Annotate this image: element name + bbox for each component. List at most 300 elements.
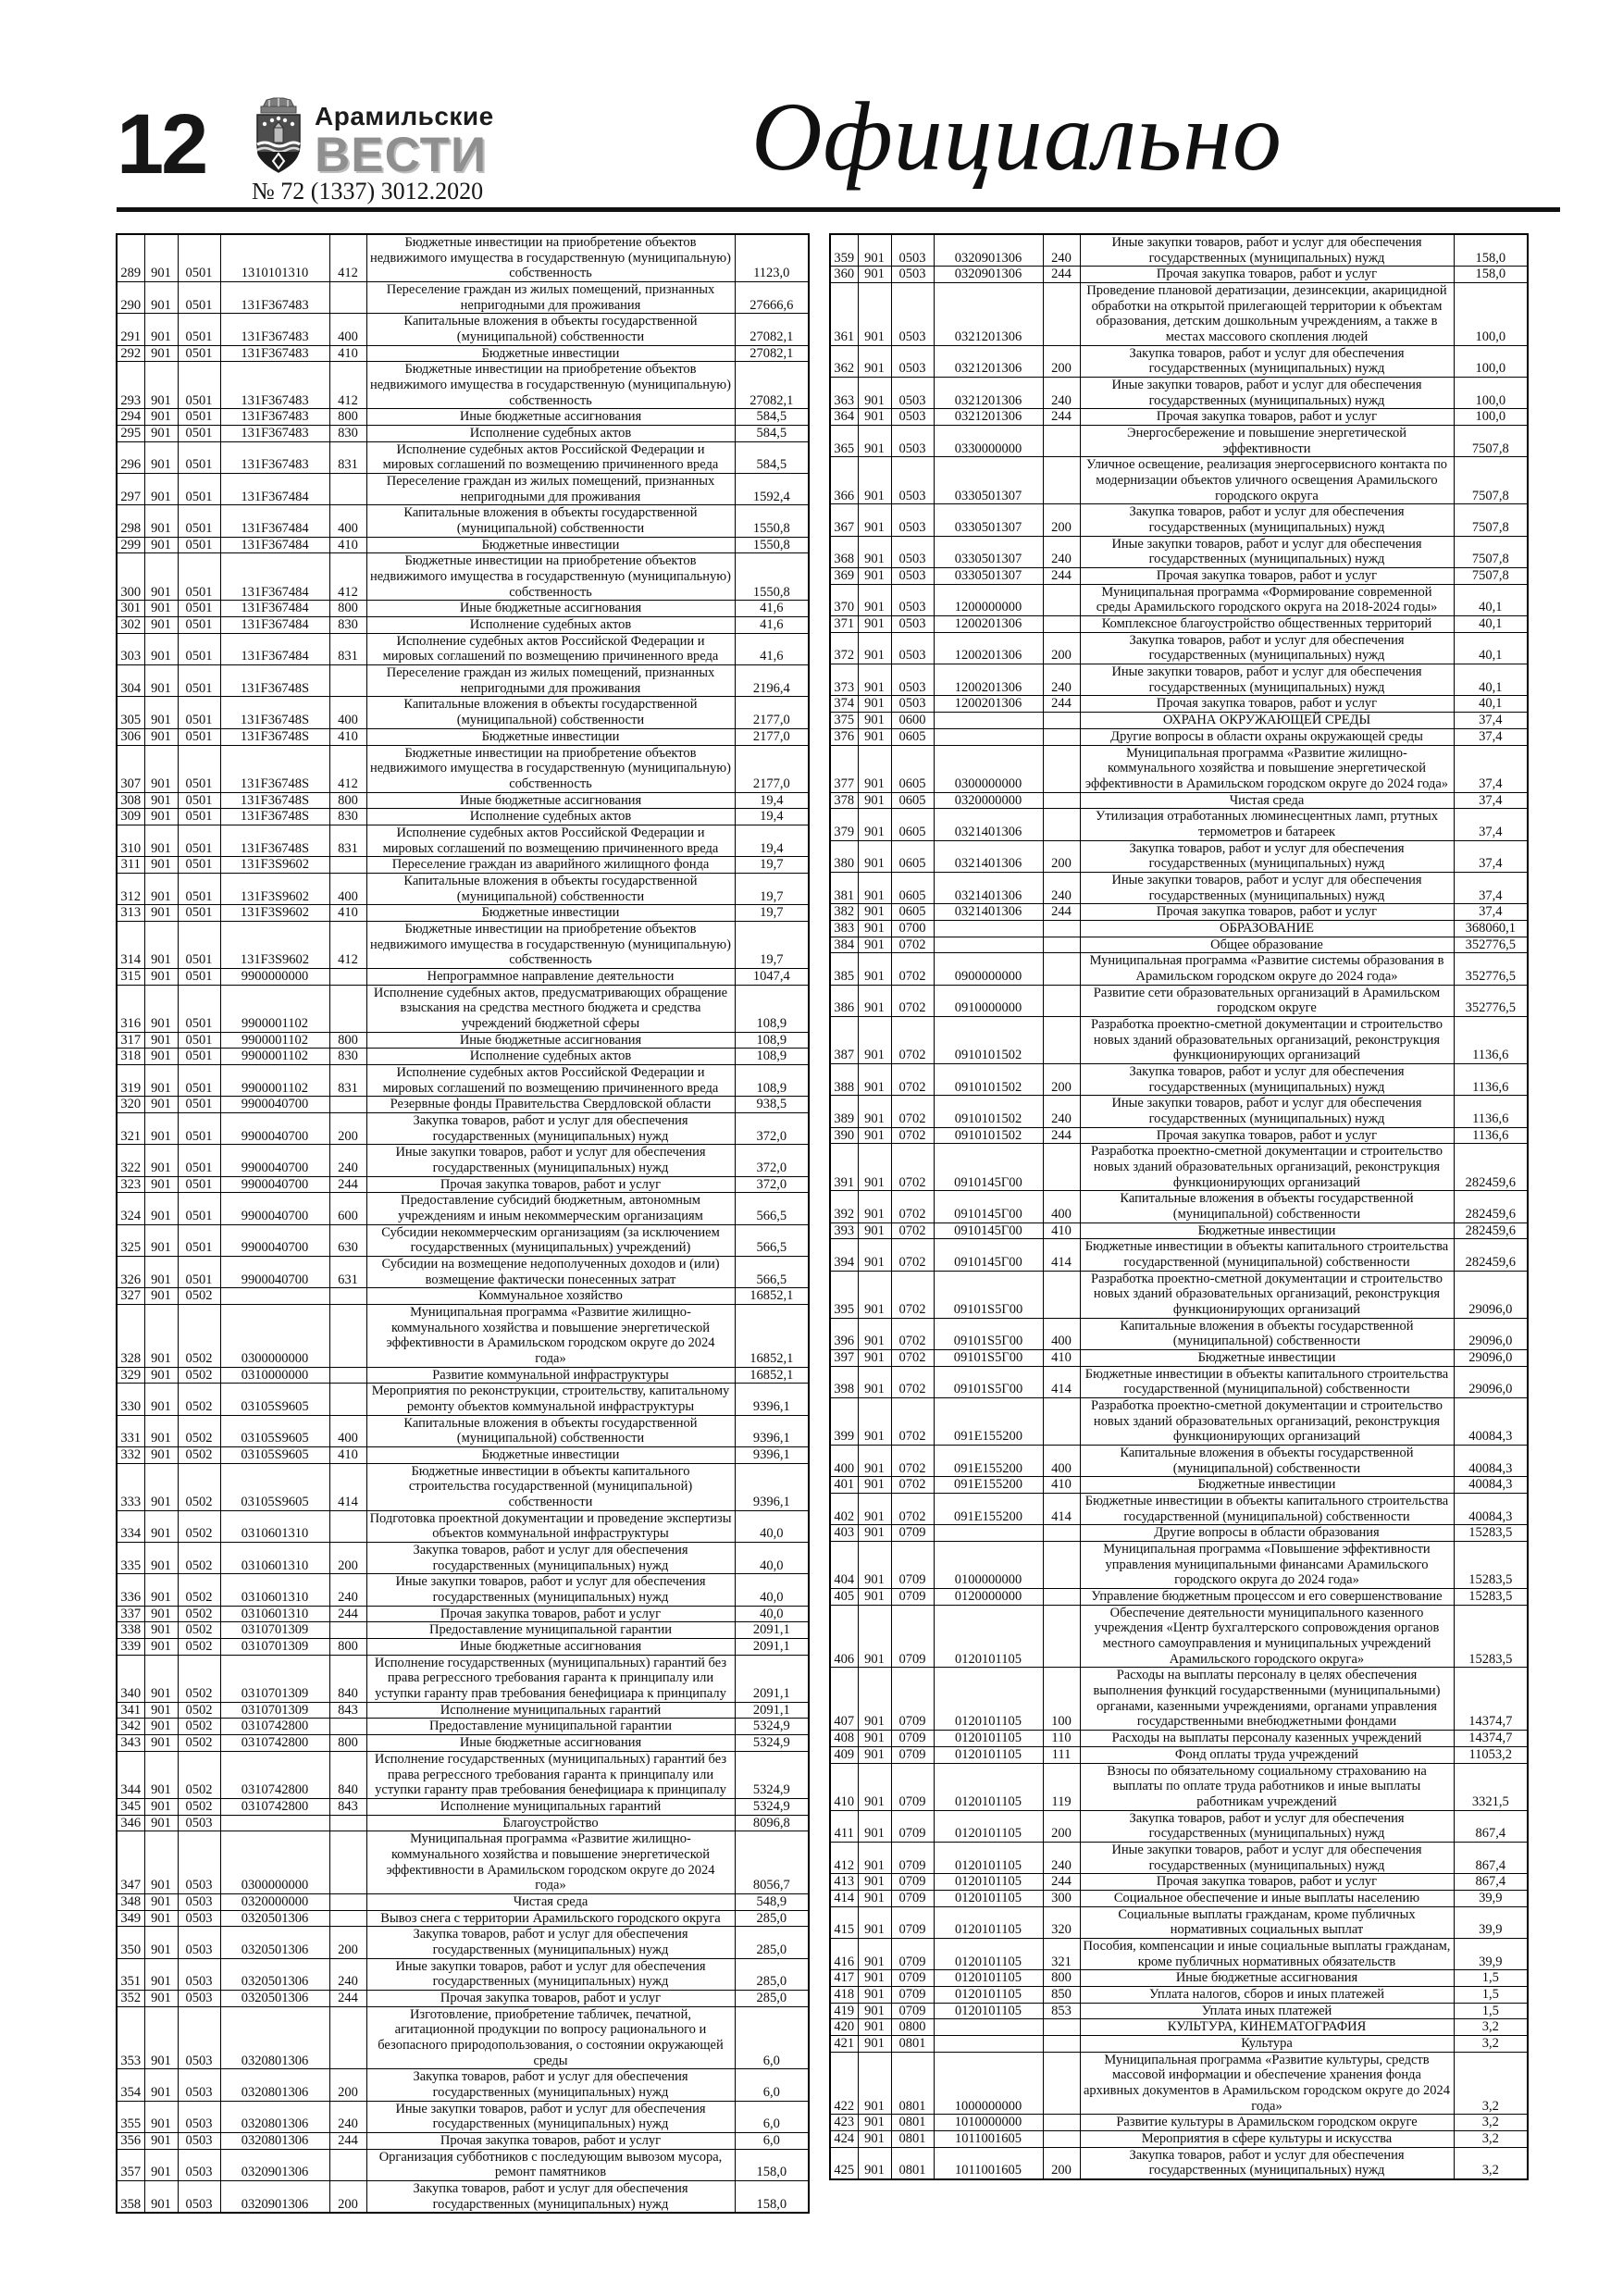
table-row xyxy=(830,953,1528,985)
expense-type-cell: 200 xyxy=(1043,1810,1080,1842)
amount-cell: 372,0 xyxy=(735,1112,809,1144)
row-number-cell: 299 xyxy=(117,537,144,553)
expense-type-cell: 240 xyxy=(1043,234,1080,267)
grbs-code-cell: 901 xyxy=(144,905,178,922)
expense-type-cell xyxy=(329,1367,366,1384)
target-article-cell: 1200201306 xyxy=(934,616,1043,633)
amount-cell: 9396,1 xyxy=(735,1447,809,1464)
grbs-code-cell: 901 xyxy=(858,1763,891,1810)
section-code-cell: 0501 xyxy=(178,873,220,904)
expense-type-cell xyxy=(1043,728,1080,745)
amount-cell: 11053,2 xyxy=(1454,1746,1528,1763)
amount-cell: 158,0 xyxy=(735,2149,809,2180)
target-article-cell: 0310701309 xyxy=(220,1655,329,1702)
row-number-cell: 419 xyxy=(830,2003,858,2019)
row-number-cell: 404 xyxy=(830,1542,858,1589)
table-row xyxy=(117,809,809,825)
section-code-cell: 0709 xyxy=(891,1763,934,1810)
target-article-cell: 1011001605 xyxy=(934,2130,1043,2147)
table-row xyxy=(117,1927,809,1958)
description-cell: Иные закупки товаров, работ и услуг для обеспечения государственных (муниципальных) нужд xyxy=(1080,1842,1454,1873)
grbs-code-cell: 901 xyxy=(858,1668,891,1731)
amount-cell: 2091,1 xyxy=(735,1655,809,1702)
description-cell: Исполнение судебных актов, предусматривающих обращение взыскания на средства местного бюджета и средства учреждений бюджетной сферы xyxy=(366,985,735,1032)
row-number-cell: 321 xyxy=(117,1112,144,1144)
expense-type-cell: 119 xyxy=(1043,1763,1080,1810)
table-row xyxy=(117,409,809,426)
amount-cell: 352776,5 xyxy=(1454,985,1528,1016)
table-row xyxy=(117,1176,809,1193)
grbs-code-cell: 901 xyxy=(144,1510,178,1542)
grbs-code-cell: 901 xyxy=(858,1874,891,1891)
description-cell: Другие вопросы в области образования xyxy=(1080,1525,1454,1542)
section-code-cell: 0709 xyxy=(891,1906,934,1938)
section-code-cell: 0801 xyxy=(891,2147,934,2179)
grbs-code-cell: 901 xyxy=(858,1605,891,1668)
target-article-cell xyxy=(934,728,1043,745)
grbs-code-cell: 901 xyxy=(858,1938,891,1969)
table-row xyxy=(117,2180,809,2213)
target-article-cell: 0120101105 xyxy=(934,1746,1043,1763)
section-code-cell: 0709 xyxy=(891,1525,934,1542)
table-row xyxy=(830,1906,1528,1938)
target-article-cell: 9900040700 xyxy=(220,1097,329,1113)
row-number-cell: 387 xyxy=(830,1016,858,1063)
section-code-cell: 0501 xyxy=(178,345,220,362)
description-cell: Закупка товаров, работ и услуг для обеспечения государственных (муниципальных) нужд xyxy=(366,1112,735,1144)
amount-cell: 158,0 xyxy=(735,2180,809,2213)
section-code-cell: 0709 xyxy=(891,1746,934,1763)
target-article-cell: 9900040700 xyxy=(220,1112,329,1144)
amount-cell: 2091,1 xyxy=(735,1702,809,1719)
table-row xyxy=(830,1063,1528,1095)
section-code-cell: 0502 xyxy=(178,1798,220,1815)
section-code-cell: 0702 xyxy=(891,1446,934,1477)
description-cell: Переселение граждан из жилых помещений, признанных непригодными для проживания xyxy=(366,665,735,697)
description-cell: Прочая закупка товаров, работ и услуг xyxy=(1080,904,1454,921)
amount-cell: 1592,4 xyxy=(735,474,809,505)
grbs-code-cell: 901 xyxy=(144,1064,178,1096)
section-code-cell: 0709 xyxy=(891,1810,934,1842)
row-number-cell: 332 xyxy=(117,1447,144,1464)
expense-type-cell xyxy=(1043,1271,1080,1318)
target-article-cell: 0310601310 xyxy=(220,1543,329,1574)
grbs-code-cell: 901 xyxy=(144,282,178,314)
row-number-cell: 348 xyxy=(117,1893,144,1910)
table-row xyxy=(830,283,1528,346)
amount-cell: 40084,3 xyxy=(1454,1494,1528,1525)
row-number-cell: 340 xyxy=(117,1655,144,1702)
grbs-code-cell: 901 xyxy=(858,504,891,536)
amount-cell: 40,1 xyxy=(1454,584,1528,615)
section-code-cell: 0709 xyxy=(891,1874,934,1891)
row-number-cell: 304 xyxy=(117,665,144,697)
section-code-cell: 0502 xyxy=(178,1384,220,1415)
target-article-cell xyxy=(934,2019,1043,2036)
target-article-cell: 0321201306 xyxy=(934,378,1043,409)
row-number-cell: 289 xyxy=(117,234,144,282)
section-code-cell: 0605 xyxy=(891,745,934,792)
table-row xyxy=(830,1810,1528,1842)
table-row xyxy=(830,664,1528,696)
amount-cell: 3,2 xyxy=(1454,2052,1528,2115)
target-article-cell: 0120101105 xyxy=(934,1906,1043,1938)
grbs-code-cell: 901 xyxy=(144,474,178,505)
table-row xyxy=(830,1890,1528,1906)
row-number-cell: 418 xyxy=(830,1986,858,2003)
target-article-cell: 1000000000 xyxy=(934,2052,1043,2115)
grbs-code-cell: 901 xyxy=(144,345,178,362)
grbs-code-cell: 901 xyxy=(144,1574,178,1606)
amount-cell: 3321,5 xyxy=(1454,1763,1528,1810)
section-code-cell: 0709 xyxy=(891,1605,934,1668)
amount-cell: 37,4 xyxy=(1454,728,1528,745)
grbs-code-cell: 901 xyxy=(858,1446,891,1477)
section-code-cell: 0702 xyxy=(891,1191,934,1222)
table-row xyxy=(830,1191,1528,1222)
table-row xyxy=(830,1477,1528,1494)
expense-type-cell: 840 xyxy=(329,1751,366,1798)
section-code-cell: 0702 xyxy=(891,1318,934,1349)
row-number-cell: 356 xyxy=(117,2132,144,2149)
expense-type-cell xyxy=(1043,745,1080,792)
description-cell: Капитальные вложения в объекты государственной (муниципальной) собственности xyxy=(366,1415,735,1446)
target-article-cell: 131F367483 xyxy=(220,314,329,345)
row-number-cell: 305 xyxy=(117,697,144,728)
amount-cell: 1136,6 xyxy=(1454,1127,1528,1144)
amount-cell: 9396,1 xyxy=(735,1415,809,1446)
amount-cell: 285,0 xyxy=(735,1910,809,1927)
target-article-cell: 0321401306 xyxy=(934,840,1043,872)
grbs-code-cell: 901 xyxy=(144,1702,178,1719)
table-row xyxy=(117,1655,809,1702)
section-code-cell: 0502 xyxy=(178,1305,220,1368)
description-cell: Расходы на выплаты персоналу казенных учреждений xyxy=(1080,1731,1454,1747)
grbs-code-cell: 901 xyxy=(858,920,891,937)
target-article-cell: 131F36748S xyxy=(220,665,329,697)
section-code-cell: 0501 xyxy=(178,441,220,473)
expense-type-cell: 244 xyxy=(1043,409,1080,426)
description-cell: Организация субботников с последующим вывозом мусора, ремонт памятников xyxy=(366,2149,735,2180)
table-row xyxy=(830,2052,1528,2115)
amount-cell: 7507,8 xyxy=(1454,426,1528,457)
amount-cell: 285,0 xyxy=(735,1927,809,1958)
amount-cell: 39,9 xyxy=(1454,1938,1528,1969)
grbs-code-cell: 901 xyxy=(144,921,178,968)
grbs-code-cell: 901 xyxy=(144,1257,178,1288)
grbs-code-cell: 901 xyxy=(144,1655,178,1702)
row-number-cell: 381 xyxy=(830,872,858,903)
description-cell: Разработка проектно-сметной документации и строительство новых зданий образовательных организаций, реконструкция функционирующих организаций xyxy=(1080,1016,1454,1063)
amount-cell: 15283,5 xyxy=(1454,1525,1528,1542)
expense-type-cell: 240 xyxy=(1043,1096,1080,1127)
description-cell: Закупка товаров, работ и услуг для обеспечения государственных (муниципальных) нужд xyxy=(366,1543,735,1574)
target-article-cell: 09101S5Г00 xyxy=(934,1271,1043,1318)
table-row xyxy=(117,1719,809,1735)
table-row xyxy=(830,267,1528,283)
expense-type-cell xyxy=(329,1719,366,1735)
section-code-cell: 0503 xyxy=(891,234,934,267)
amount-cell: 5324,9 xyxy=(735,1735,809,1752)
target-article-cell: 131F367484 xyxy=(220,601,329,617)
description-cell: Переселение граждан из жилых помещений, признанных непригодными для проживания xyxy=(366,282,735,314)
description-cell: Закупка товаров, работ и услуг для обеспечения государственных (муниципальных) нужд xyxy=(366,2069,735,2101)
description-cell: Обеспечение деятельности муниципального казенного учреждения «Центр бухгалтерского сопровождения органов местного самоуправления и муниципальных учреждений Арамильского городского округа» xyxy=(1080,1605,1454,1668)
section-code-cell: 0702 xyxy=(891,937,934,953)
target-article-cell: 0120101105 xyxy=(934,1970,1043,1987)
description-cell: Управление бюджетным процессом и его совершенствование xyxy=(1080,1589,1454,1606)
expense-type-cell xyxy=(329,1893,366,1910)
description-cell: Бюджетные инвестиции на приобретение объектов недвижимого имущества в государственную (муниципальную) собственность xyxy=(366,553,735,601)
description-cell: Закупка товаров, работ и услуг для обеспечения государственных (муниципальных) нужд xyxy=(1080,345,1454,377)
expense-type-cell xyxy=(1043,792,1080,809)
grbs-code-cell: 901 xyxy=(144,809,178,825)
grbs-code-cell: 901 xyxy=(858,1477,891,1494)
table-row xyxy=(830,745,1528,792)
grbs-code-cell: 901 xyxy=(858,1144,891,1191)
section-code-cell: 0503 xyxy=(891,426,934,457)
section-code-cell: 0502 xyxy=(178,1367,220,1384)
amount-cell: 41,6 xyxy=(735,601,809,617)
table-row xyxy=(830,696,1528,713)
amount-cell: 8056,7 xyxy=(735,1831,809,1894)
target-article-cell: 0120101105 xyxy=(934,1986,1043,2003)
expense-type-cell xyxy=(329,282,366,314)
section-code-cell: 0801 xyxy=(891,2130,934,2147)
target-article-cell: 1200000000 xyxy=(934,584,1043,615)
grbs-code-cell: 901 xyxy=(144,2069,178,2101)
row-number-cell: 324 xyxy=(117,1193,144,1224)
section-code-cell: 0503 xyxy=(178,2149,220,2180)
description-cell: Муниципальная программа «Формирование современной среды Арамильского городского округа на 2018-2024 годы» xyxy=(1080,584,1454,615)
table-row xyxy=(117,1893,809,1910)
expense-type-cell: 412 xyxy=(329,921,366,968)
target-article-cell: 131F3S9602 xyxy=(220,921,329,968)
description-cell: Предоставление муниципальной гарантии xyxy=(366,1622,735,1639)
table-row xyxy=(117,1145,809,1176)
table-row xyxy=(117,2132,809,2149)
description-cell: Закупка товаров, работ и услуг для обеспечения государственных (муниципальных) нужд xyxy=(1080,2147,1454,2179)
description-cell: Предоставление муниципальной гарантии xyxy=(366,1719,735,1735)
grbs-code-cell: 901 xyxy=(144,825,178,856)
description-cell: Уплата иных платежей xyxy=(1080,2003,1454,2019)
description-cell: Исполнение муниципальных гарантий xyxy=(366,1798,735,1815)
expense-type-cell xyxy=(329,1288,366,1305)
section-code-cell: 0503 xyxy=(178,1893,220,1910)
target-article-cell: 0310000000 xyxy=(220,1367,329,1384)
description-cell: Развитие сети образовательных организаций в Арамильском городском округе xyxy=(1080,985,1454,1016)
description-cell: Бюджетные инвестиции на приобретение объектов недвижимого имущества в государственную (муниципальную) собственность xyxy=(366,362,735,409)
expense-type-cell xyxy=(1043,1525,1080,1542)
grbs-code-cell: 901 xyxy=(858,536,891,567)
expense-type-cell: 240 xyxy=(329,1145,366,1176)
grbs-code-cell: 901 xyxy=(858,985,891,1016)
amount-cell: 1136,6 xyxy=(1454,1063,1528,1095)
table-row xyxy=(830,2019,1528,2036)
target-article-cell: 131F3S9602 xyxy=(220,873,329,904)
table-row xyxy=(117,617,809,634)
amount-cell: 2177,0 xyxy=(735,728,809,745)
row-number-cell: 329 xyxy=(117,1367,144,1384)
grbs-code-cell: 901 xyxy=(144,697,178,728)
target-article-cell: 131F367484 xyxy=(220,474,329,505)
target-article-cell: 0300000000 xyxy=(220,1305,329,1368)
amount-cell: 40,0 xyxy=(735,1606,809,1622)
description-cell: Прочая закупка товаров, работ и услуг xyxy=(366,1606,735,1622)
grbs-code-cell: 901 xyxy=(858,809,891,840)
grbs-code-cell: 901 xyxy=(144,1032,178,1049)
row-number-cell: 365 xyxy=(830,426,858,457)
row-number-cell: 328 xyxy=(117,1305,144,1368)
section-code-cell: 0702 xyxy=(891,1239,934,1271)
expense-type-cell: 410 xyxy=(1043,1477,1080,1494)
target-article-cell: 0320901306 xyxy=(220,2180,329,2213)
amount-cell: 16852,1 xyxy=(735,1367,809,1384)
description-cell: Бюджетные инвестиции xyxy=(366,905,735,922)
section-code-cell: 0501 xyxy=(178,1257,220,1288)
table-row xyxy=(830,378,1528,409)
expense-type-cell: 800 xyxy=(329,601,366,617)
amount-cell: 39,9 xyxy=(1454,1890,1528,1906)
expense-type-cell: 300 xyxy=(1043,1890,1080,1906)
amount-cell: 37,4 xyxy=(1454,713,1528,729)
row-number-cell: 376 xyxy=(830,728,858,745)
grbs-code-cell: 901 xyxy=(144,1097,178,1113)
description-cell: Утилизация отработанных люминесцентных ламп, ртутных термометров и батареек xyxy=(1080,809,1454,840)
description-cell: Муниципальная программа «Развитие жилищно-коммунального хозяйства и повышение энергетической эффективности в Арамильском городском округе до 2024 года» xyxy=(366,1305,735,1368)
grbs-code-cell: 901 xyxy=(858,696,891,713)
newspaper-name-bottom: ВЕСТИ xyxy=(315,128,488,182)
target-article-cell xyxy=(220,1288,329,1305)
target-article-cell: 0120000000 xyxy=(934,1589,1043,1606)
grbs-code-cell: 901 xyxy=(858,378,891,409)
row-number-cell: 334 xyxy=(117,1510,144,1542)
amount-cell: 6,0 xyxy=(735,2006,809,2069)
row-number-cell: 318 xyxy=(117,1049,144,1065)
expense-type-cell: 400 xyxy=(1043,1191,1080,1222)
row-number-cell: 388 xyxy=(830,1063,858,1095)
expense-type-cell: 850 xyxy=(1043,1986,1080,2003)
expense-type-cell: 110 xyxy=(1043,1731,1080,1747)
table-row xyxy=(117,426,809,442)
table-row xyxy=(117,1257,809,1288)
expense-type-cell: 414 xyxy=(1043,1239,1080,1271)
target-article-cell: 1010000000 xyxy=(934,2115,1043,2131)
target-article-cell: 09101S5Г00 xyxy=(934,1318,1043,1349)
grbs-code-cell: 901 xyxy=(144,1049,178,1065)
description-cell: Предоставление субсидий бюджетным, автономным учреждениям и иным некоммерческим организациям xyxy=(366,1193,735,1224)
grbs-code-cell: 901 xyxy=(144,1910,178,1927)
row-number-cell: 350 xyxy=(117,1927,144,1958)
table-row xyxy=(830,1668,1528,1731)
expense-type-cell: 410 xyxy=(329,1447,366,1464)
row-number-cell: 393 xyxy=(830,1222,858,1239)
expense-type-cell: 244 xyxy=(1043,267,1080,283)
target-article-cell: 0320000000 xyxy=(220,1893,329,1910)
row-number-cell: 309 xyxy=(117,809,144,825)
table-row xyxy=(117,234,809,282)
row-number-cell: 343 xyxy=(117,1735,144,1752)
description-cell: Иные закупки товаров, работ и услуг для обеспечения государственных (муниципальных) нужд xyxy=(366,1958,735,1990)
amount-cell: 40,1 xyxy=(1454,664,1528,696)
amount-cell: 282459,6 xyxy=(1454,1239,1528,1271)
amount-cell: 108,9 xyxy=(735,1064,809,1096)
target-article-cell: 09101S5Г00 xyxy=(934,1366,1043,1397)
grbs-code-cell: 901 xyxy=(858,745,891,792)
grbs-code-cell: 901 xyxy=(144,2006,178,2069)
section-code-cell: 0502 xyxy=(178,1702,220,1719)
section-code-cell: 0501 xyxy=(178,921,220,968)
target-article-cell: 131F36748S xyxy=(220,728,329,745)
description-cell: Иные бюджетные ассигнования xyxy=(366,409,735,426)
description-cell: Энергосбережение и повышение энергетической эффективности xyxy=(1080,426,1454,457)
row-number-cell: 366 xyxy=(830,457,858,504)
row-number-cell: 417 xyxy=(830,1970,858,1987)
table-row xyxy=(117,537,809,553)
grbs-code-cell: 901 xyxy=(144,1384,178,1415)
target-article-cell: 0120101105 xyxy=(934,1605,1043,1668)
description-cell: Переселение граждан из жилых помещений, признанных непригодными для проживания xyxy=(366,474,735,505)
description-cell: Проведение плановой дератизации, дезинсекции, акарицидной обработки на открытой прилегающей территории к объектам образования, детским дошкольным учреждениям, а также в местах массового скопления людей xyxy=(1080,283,1454,346)
section-code-cell: 0801 xyxy=(891,2035,934,2052)
amount-cell: 8096,8 xyxy=(735,1815,809,1831)
amount-cell: 27082,1 xyxy=(735,345,809,362)
target-article-cell: 9900001102 xyxy=(220,1064,329,1096)
amount-cell: 9396,1 xyxy=(735,1384,809,1415)
amount-cell: 5324,9 xyxy=(735,1751,809,1798)
section-code-cell: 0503 xyxy=(891,568,934,585)
section-code-cell: 0503 xyxy=(891,345,934,377)
row-number-cell: 400 xyxy=(830,1446,858,1477)
grbs-code-cell: 901 xyxy=(858,2115,891,2131)
expense-type-cell: 414 xyxy=(329,1463,366,1510)
section-code-cell: 0605 xyxy=(891,872,934,903)
expense-type-cell xyxy=(1043,2115,1080,2131)
target-article-cell: 0330000000 xyxy=(934,426,1043,457)
row-number-cell: 370 xyxy=(830,584,858,615)
grbs-code-cell: 901 xyxy=(144,1305,178,1368)
amount-cell: 352776,5 xyxy=(1454,953,1528,985)
section-code-cell: 0801 xyxy=(891,2052,934,2115)
section-code-cell: 0702 xyxy=(891,1096,934,1127)
table-row xyxy=(117,1990,809,2006)
section-code-cell: 0702 xyxy=(891,985,934,1016)
description-cell: Бюджетные инвестиции xyxy=(366,537,735,553)
row-number-cell: 325 xyxy=(117,1224,144,1256)
section-code-cell: 0501 xyxy=(178,537,220,553)
table-row xyxy=(830,713,1528,729)
description-cell: Иные бюджетные ассигнования xyxy=(366,792,735,809)
table-row xyxy=(830,2147,1528,2179)
target-article-cell: 0120101105 xyxy=(934,1731,1043,1747)
grbs-code-cell: 901 xyxy=(858,2035,891,2052)
table-row xyxy=(117,1815,809,1831)
expense-type-cell: 412 xyxy=(329,745,366,792)
amount-cell: 3,2 xyxy=(1454,2115,1528,2131)
row-number-cell: 323 xyxy=(117,1176,144,1193)
target-article-cell: 0100000000 xyxy=(934,1542,1043,1589)
row-number-cell: 307 xyxy=(117,745,144,792)
description-cell: Закупка товаров, работ и услуг для обеспечения государственных (муниципальных) нужд xyxy=(366,1927,735,1958)
section-code-cell: 0501 xyxy=(178,1145,220,1176)
description-cell: Мероприятия по реконструкции, строительству, капитальному ремонту объектов коммунальной инфраструктуры xyxy=(366,1384,735,1415)
expense-type-cell xyxy=(1043,713,1080,729)
description-cell: Бюджетные инвестиции xyxy=(366,345,735,362)
row-number-cell: 384 xyxy=(830,937,858,953)
description-cell: Разработка проектно-сметной документации и строительство новых зданий образовательных организаций, реконструкция функционирующих организаций xyxy=(1080,1398,1454,1446)
expense-type-cell: 240 xyxy=(1043,1842,1080,1873)
target-article-cell: 1200201306 xyxy=(934,664,1043,696)
